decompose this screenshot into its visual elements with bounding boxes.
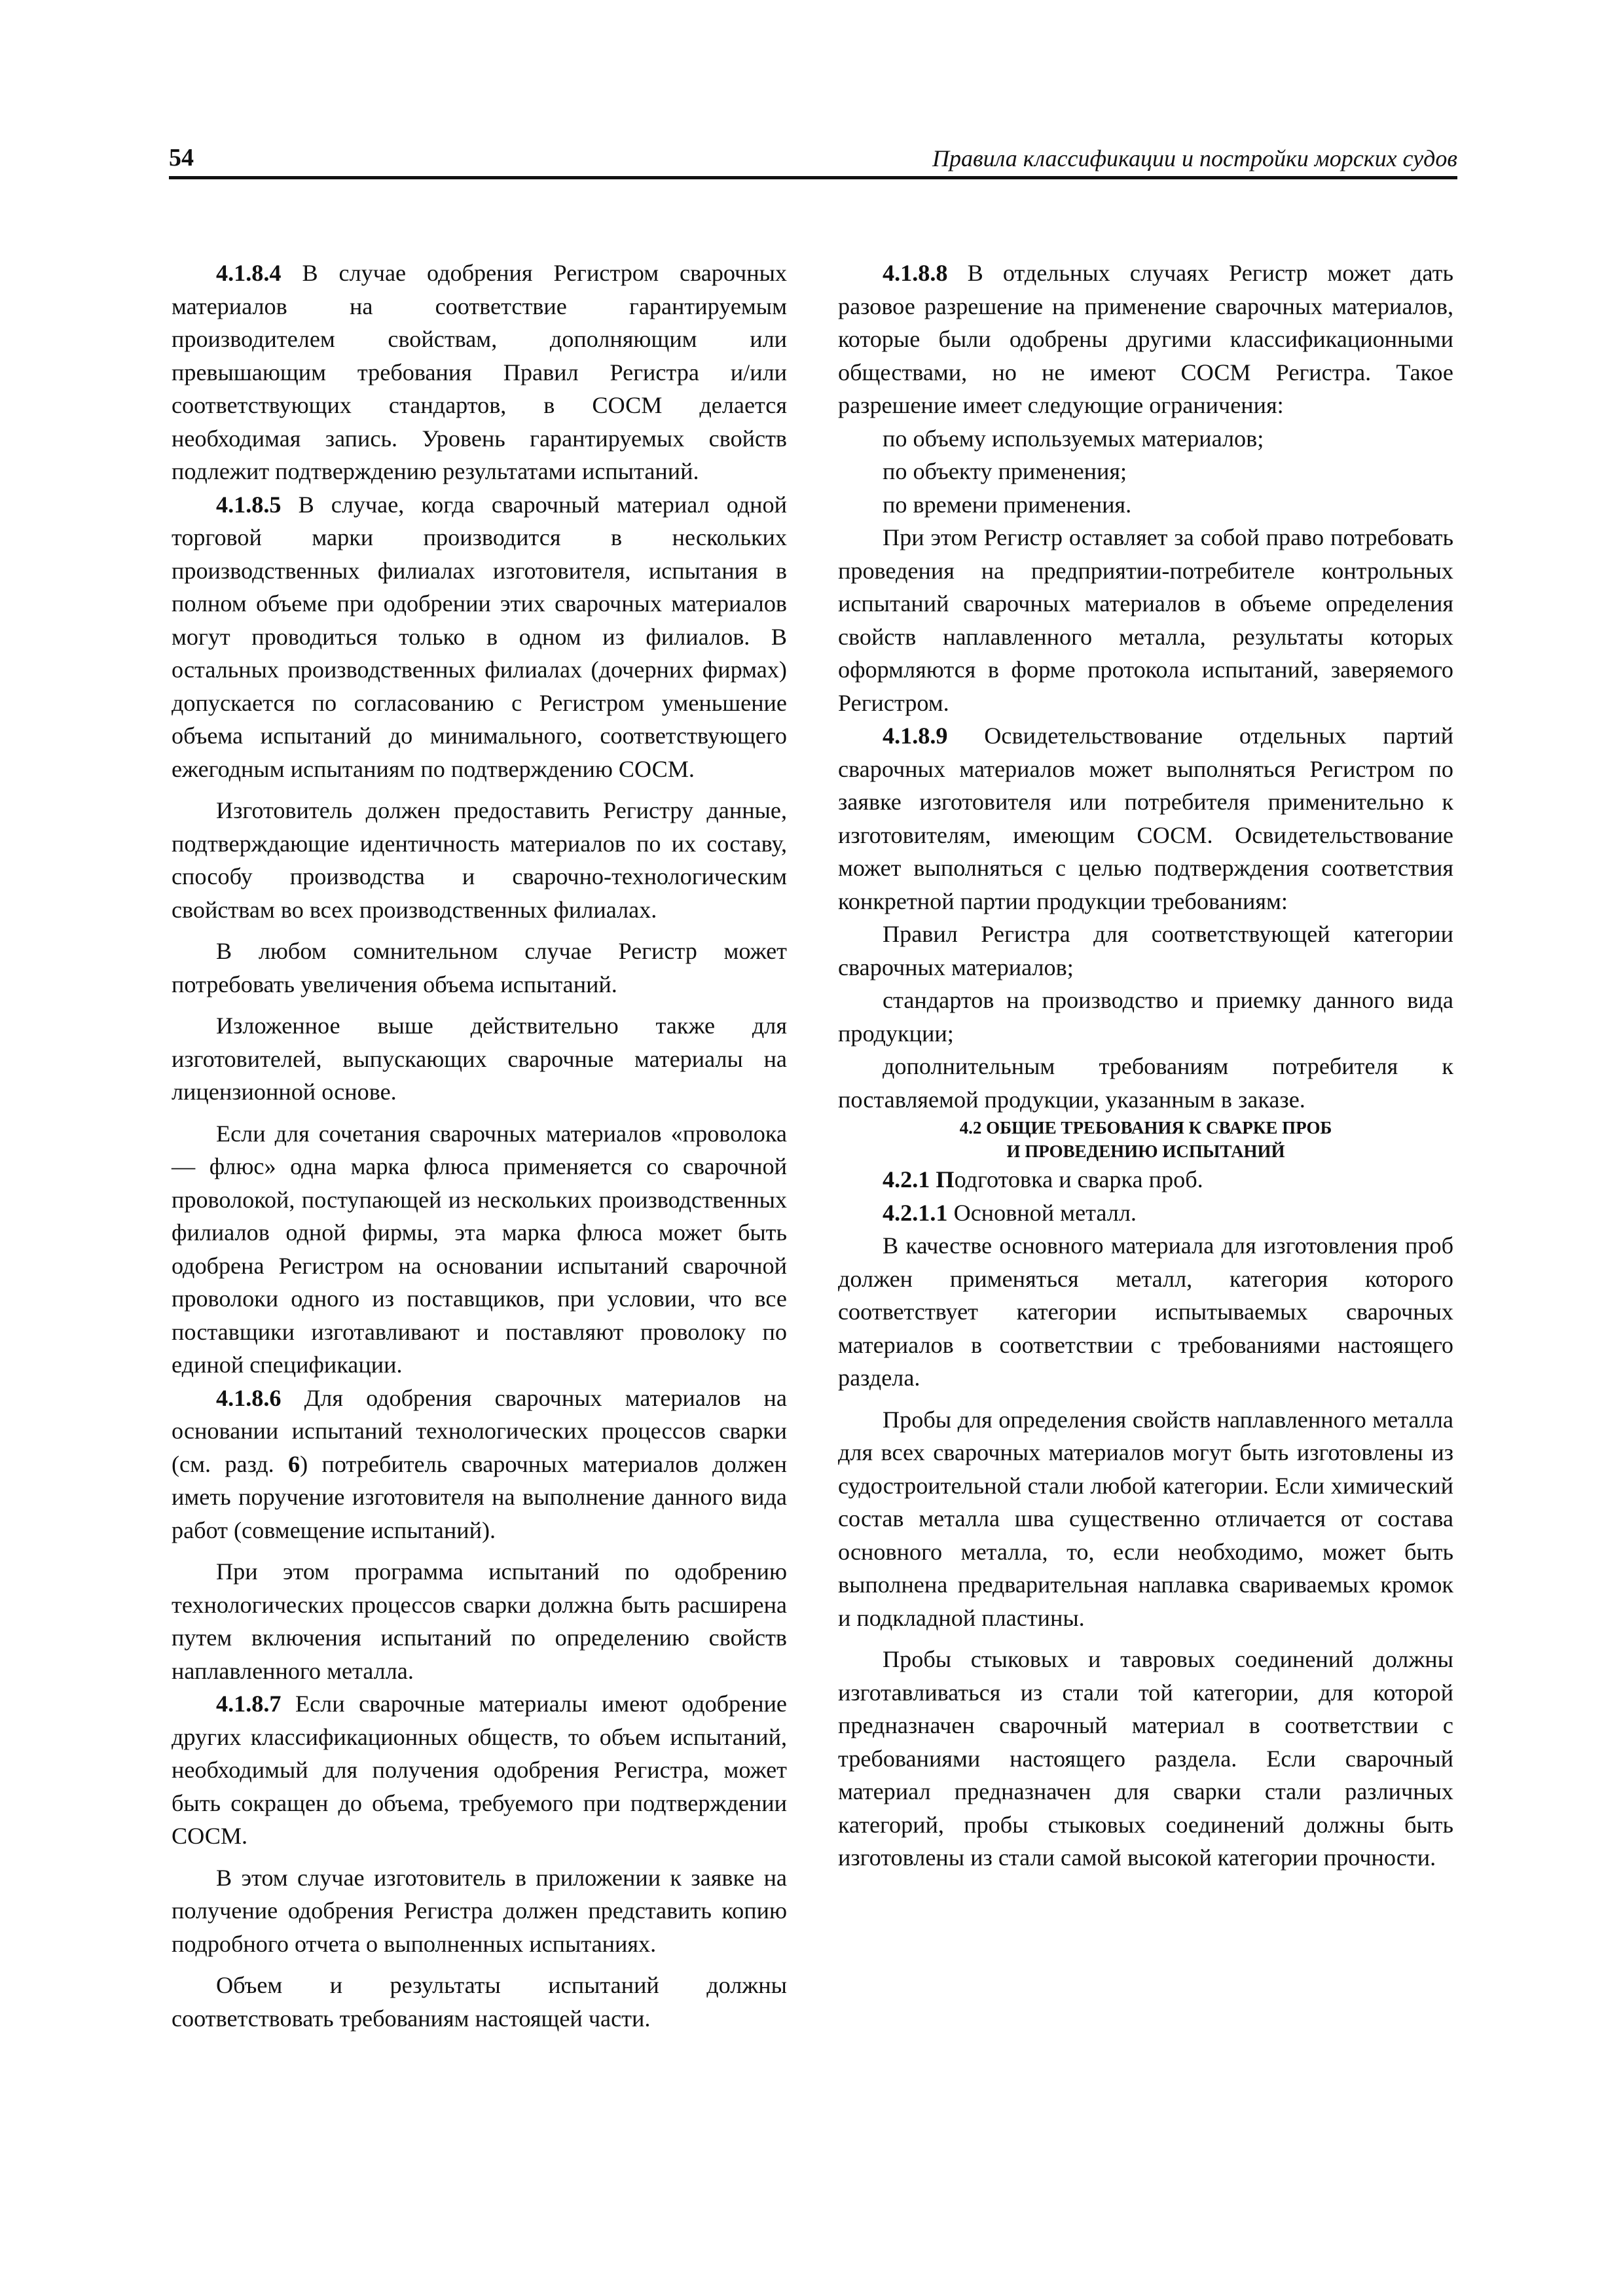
page-number: 54	[169, 144, 194, 171]
clause-number: 4.1.8.6	[216, 1384, 282, 1411]
paragraph: Объем и результаты испытаний должны соответствовать требованиям настоящей части.	[172, 1972, 787, 2032]
paragraph-4-1-8-8: 4.1.8.8 В отдельных случаях Регистр может дать разовое разрешение на применение сварочных материалов, которые были одобрены другими классификационными обществами, но не имеют СОСМ Регистра. Такое разрешение имеет следующие ограничения:	[838, 260, 1453, 418]
paragraph: При этом программа испытаний по одобрению технологических процессов сварки должна быть расширена путем включения испытаний по определению свойств наплавленного металла.	[172, 1558, 787, 1684]
list-item: по объекту применения;	[883, 458, 1127, 484]
paragraph: В качестве основного материала для изготовления проб должен применяться металл, категория которого соответствует категории испытываемых сварочных материалов в соответствии с требованиями настоящего раздела.	[838, 1232, 1453, 1391]
paragraph: В любом сомнительном случае Регистр может потребовать увеличения объема испытаний.	[172, 938, 787, 997]
paragraph: Изготовитель должен предоставить Регистру данные, подтверждающие идентичность материалов по их составу, способу производства и сварочно-технологическим свойствам во всех производственных филиалах.	[172, 797, 787, 923]
clause-number: 4.1.8.8	[883, 260, 948, 286]
right-column	[838, 257, 1453, 1874]
paragraph-4-1-8-7: 4.1.8.7 Если сварочные материалы имеют одобрение других классификационных обществ, то объем испытаний, необходимый для получения одобрения Регистра, может быть сокращен до объема, требуемого при подтверждении СОСМ.	[172, 1691, 787, 1849]
list-item: по объему используемых материалов;	[883, 425, 1264, 452]
clause-number: 4.2.1	[883, 1166, 930, 1193]
paragraph-4-1-8-6: 4.1.8.6 Для одобрения сварочных материалов на основании испытаний технологических процессов сварки (см. разд. 6) потребитель сварочных материалов должен иметь поручение изготовителя на выполнение данного вида работ (совмещение испытаний).	[172, 1384, 787, 1543]
paragraph: В этом случае изготовитель в приложении к заявке на получение одобрения Регистра должен представить копию подробного отчета о выполненных испытаниях.	[172, 1864, 787, 1957]
paragraph: Пробы для определения свойств наплавленного металла для всех сварочных материалов могут быть изготовлены из судостроительной стали любой категории. Если химический состав металла шва существенно отличается от состава основного металла, то, если необходимо, может быть выполнена предварительная наплавка свариваемых кромок и подкладной пластины.	[838, 1406, 1453, 1631]
clause-number: 4.1.8.7	[216, 1691, 282, 1717]
list-item: стандартов на производство и приемку данного вида продукции;	[838, 987, 1453, 1047]
paragraph: Если для сочетания сварочных материалов «проволока — флюс» одна марка флюса применяется со сварочной проволокой, поступающей из нескольких производственных филиалов одной фирмы, эта марка флюса может быть одобрена Регистром на основании испытаний сварочной проволоки одного из поставщиков, при условии, что все поставщики изготавливают и поставляют проволоку по единой спецификации.	[172, 1120, 787, 1378]
running-title: Правила классификации и постройки морских судов	[932, 145, 1457, 171]
left-column	[172, 257, 787, 2035]
list-item: Правил Регистра для соответствующей категории сварочных материалов;	[838, 921, 1453, 980]
subsection-heading-4-2-1: 4.2.1 Подготовка и сварка проб.	[883, 1166, 1203, 1193]
clause-number: 4.1.8.9	[883, 723, 948, 749]
page-header	[169, 143, 1457, 179]
paragraph-4-1-8-9: 4.1.8.9 Освидетельствование отдельных партий сварочных материалов может выполняться Регистром по заявке изготовителя или потребителя применительно к изготовителям, имеющим СОСМ. Освидетельствование может выполняться с целью подтверждения соответствия конкретной партии продукции требованиям:	[838, 723, 1453, 914]
paragraph-4-1-8-5: 4.1.8.5 В случае, когда сварочный материал одной торговой марки производится в нескольких производственных филиалах изготовителя, испытания в полном объеме при одобрении этих сварочных материалов могут проводиться только в одном из филиалов. В остальных производственных филиалах (дочерних фирмах) допускается по согласованию с Регистром уменьшение объема испытаний до минимального, соответствующего ежегодным испытаниям по подтверждению СОСМ.	[172, 491, 787, 782]
subsection-heading-4-2-1-1: 4.2.1.1 Основной металл.	[883, 1199, 1137, 1226]
clause-number: 4.2.1.1	[883, 1199, 948, 1226]
paragraph: При этом Регистр оставляет за собой право потребовать проведения на предприятии-потребителе контрольных испытаний сварочных материалов в объеме определения свойств наплавленного металла, результаты которых оформляются в форме протокола испытаний, заверяемого Регистром.	[838, 524, 1453, 716]
paragraph-4-1-8-4: 4.1.8.4 В случае одобрения Регистром сварочных материалов на соответствие гарантируемым производителем свойствам, дополняющим или превышающим требования Правил Регистра и/или соответствующих стандартов, в СОСМ делается необходимая запись. Уровень гарантируемых свойств подлежит подтверждению результатами испытаний.	[172, 260, 787, 484]
clause-number: 4.1.8.4	[216, 260, 282, 286]
clause-number: 4.1.8.5	[216, 491, 282, 518]
paragraph: Изложенное выше действительно также для изготовителей, выпускающих сварочные материалы на лицензионной основе.	[172, 1013, 787, 1105]
section-reference: 6	[288, 1450, 301, 1477]
list-item: дополнительным требованиям потребителя к поставляемой продукции, указанным в заказе.	[838, 1053, 1453, 1113]
section-title: 4.2 ОБЩИЕ ТРЕБОВАНИЯ К СВАРКЕ ПРОБ И ПРОВЕДЕНИЮ ИСПЫТАНИЙ	[959, 1118, 1332, 1161]
list-item: по времени применения.	[883, 491, 1132, 518]
paragraph: Пробы стыковых и тавровых соединений должны изготавливаться из стали той категории, для которой предназначен сварочный материал в соответствии с требованиями настоящего раздела. Если сварочный материал предназначен для сварки стали различных категорий, пробы стыковых соединений должны быть изготовлены из стали самой высокой категории прочности.	[838, 1646, 1453, 1871]
